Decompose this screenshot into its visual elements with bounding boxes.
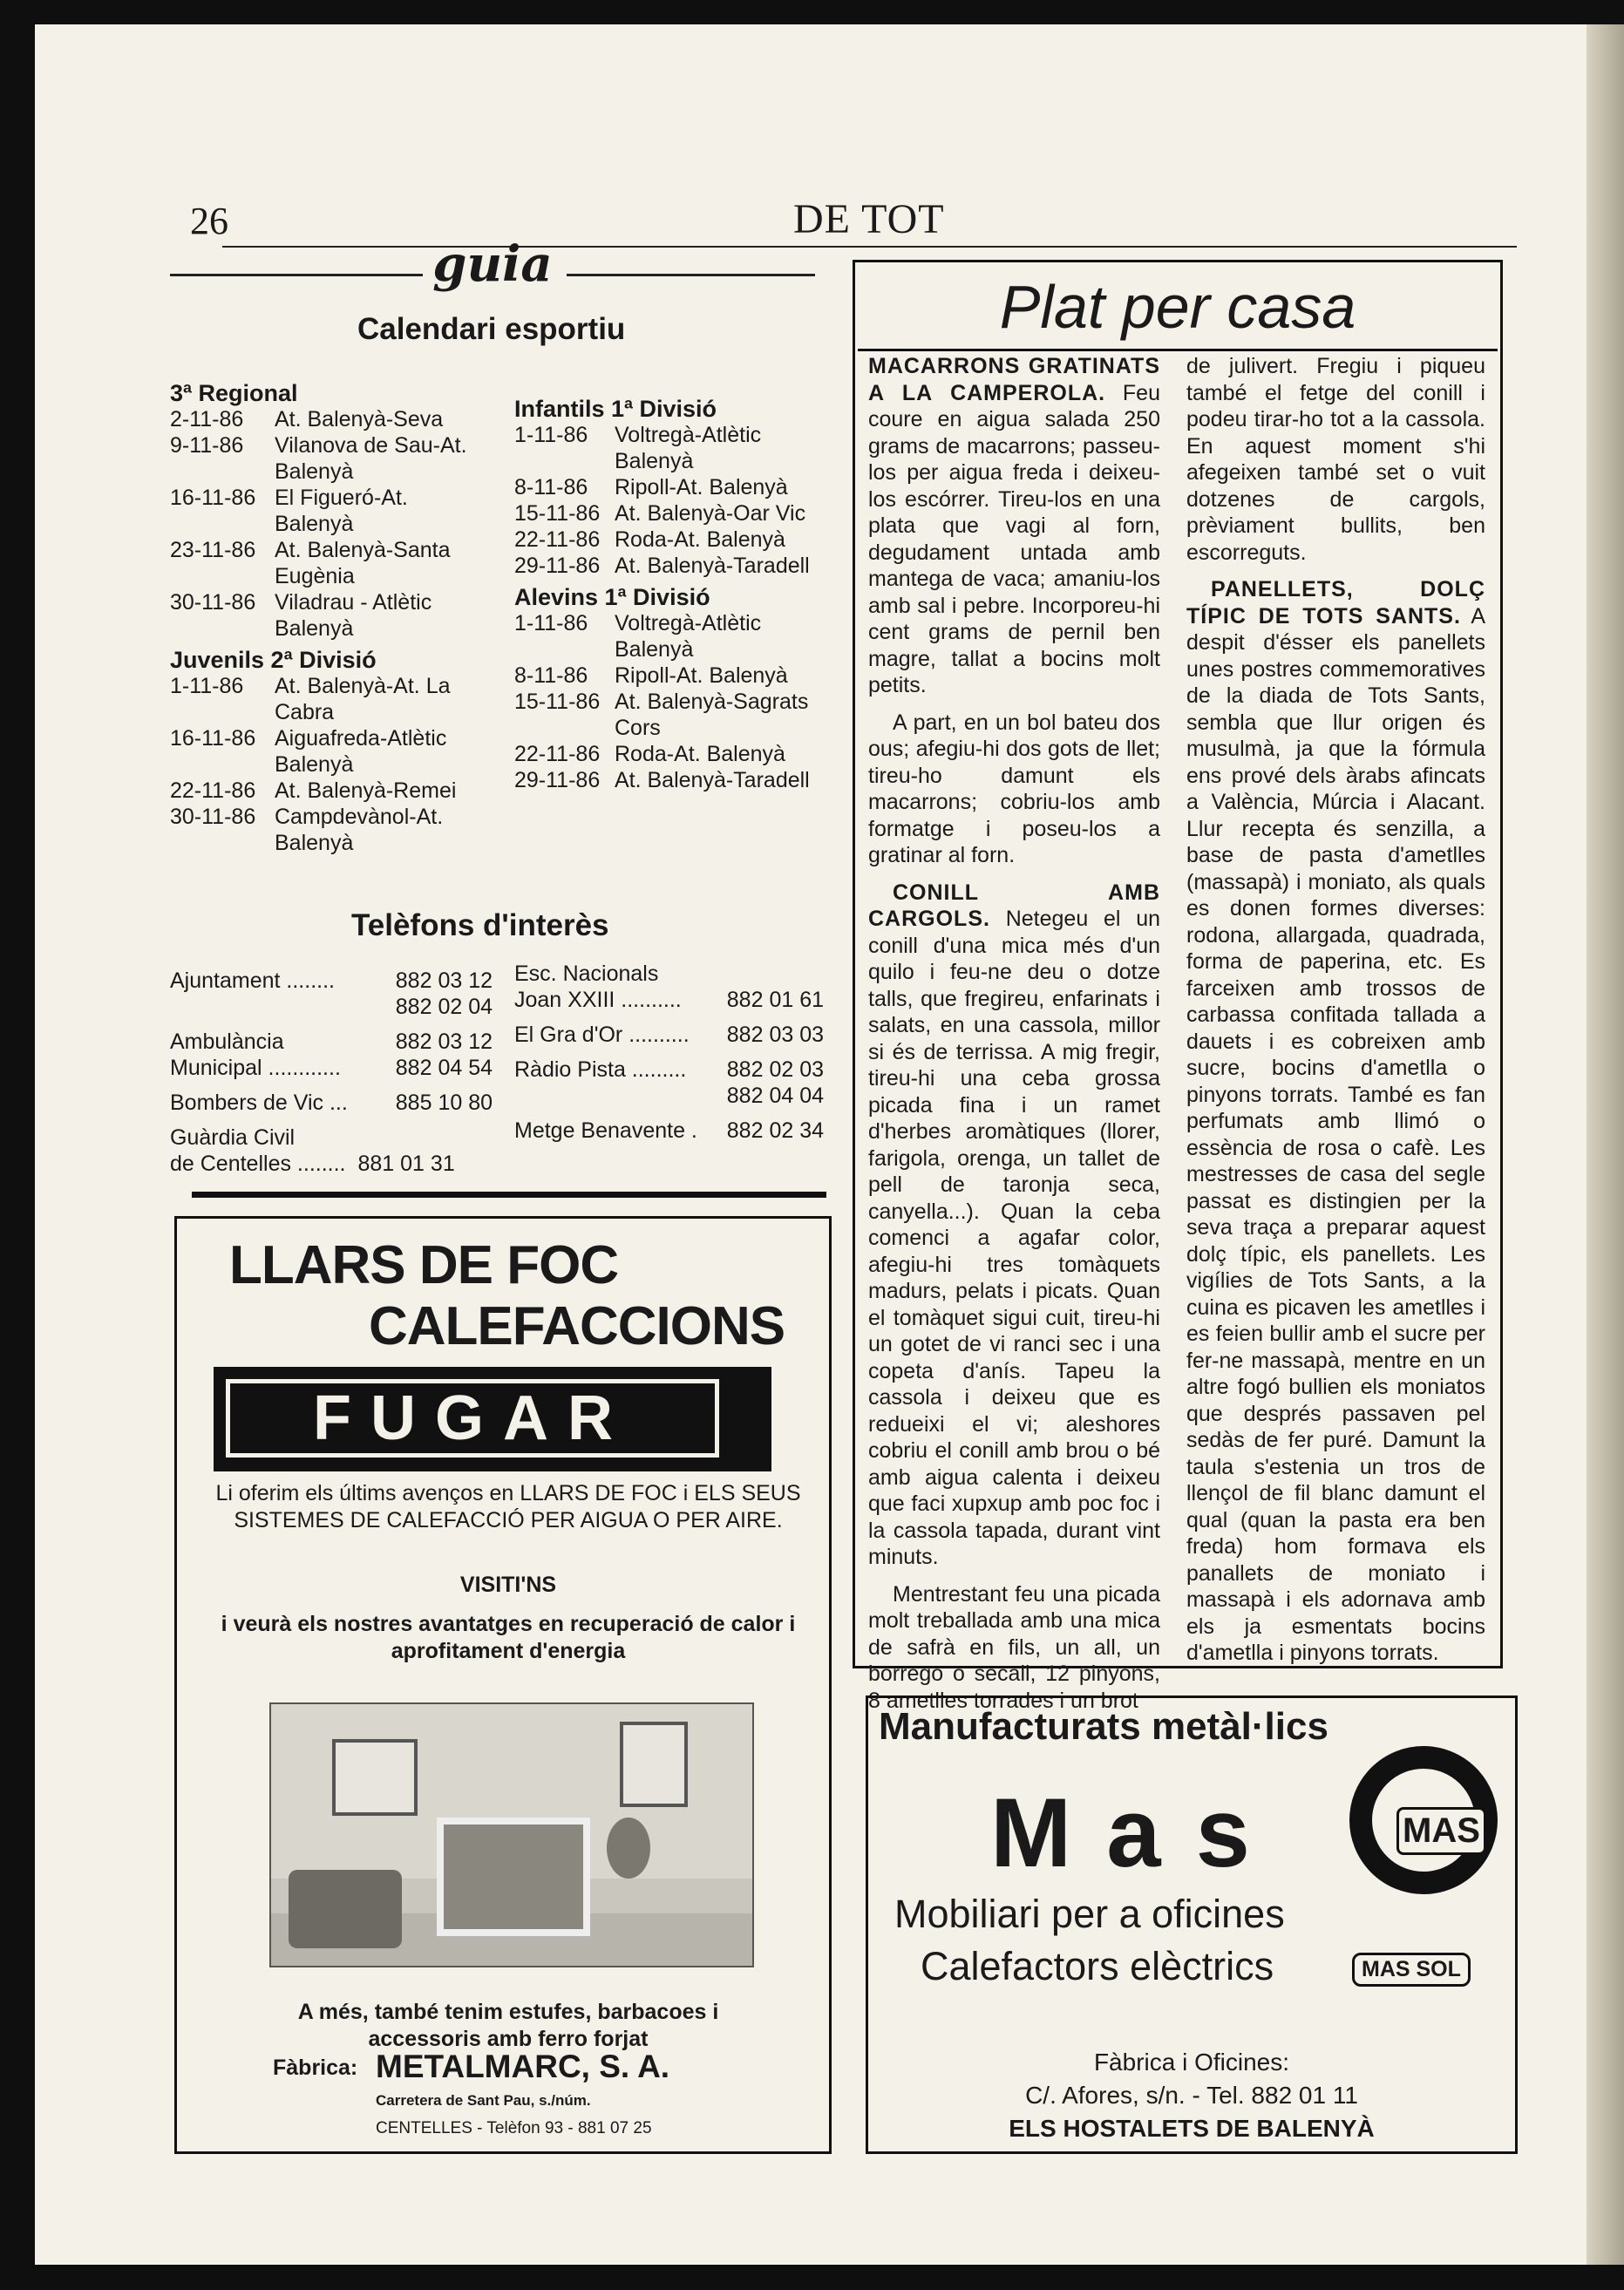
plant <box>607 1818 650 1879</box>
recipe-paragraph <box>1186 576 1485 1667</box>
ad-extra-text: A més, també tenim estufes, barbacoes i accessoris amb ferro forjat <box>297 2000 719 2051</box>
recipe-paragraph <box>868 353 1160 699</box>
guia-title-text: guia <box>432 235 553 293</box>
recipes-column-1 <box>868 353 1160 1714</box>
mas-logo <box>1349 1746 1498 1894</box>
phone-entry <box>514 987 824 1013</box>
recipe-text: Netegeu el un conill d'una mica més d'un quilo i feu-ne deu o dotze talls, que fregireu, enfarinats i salats, en una cassola, millor si és de terrissa. A mig fregir, tireu-hi una ceba grossa picada fina i un ramet d'herbes aromàtiques (llorer, farigola, orenga, un tallet de pell de taronja seca, canyella...). Quan la ceba comenci a agafar color, afegiu-hi tres tomàquets madurs, pelats i picats. Quan el tomàquet sigui cuit, tireu-hi un gotet de vi ranci sec i una copeta d'anís. Tapeu la cassola i deixeu que es redueixi el vi; aleshores cobriu el conill amb brou o bé amb aigua calenta i deixeu que faci xupxup amb poc foc i la cassola tapada, durant vint minuts. <box>868 907 1160 1569</box>
phone-name: Ambulància <box>170 1029 284 1054</box>
fireplace-photo <box>269 1702 754 1967</box>
match-date: 9-11-86 <box>170 433 244 458</box>
match-date: 30-11-86 <box>170 590 256 615</box>
match-date: 1-11-86 <box>514 611 588 635</box>
armchair <box>289 1870 402 1948</box>
phone-number: 882 03 03 <box>726 1023 824 1047</box>
calendar-group <box>170 647 493 856</box>
match-date: 30-11-86 <box>170 805 256 829</box>
phone-name: Esc. Nacionals <box>514 962 659 986</box>
mas-headline: Manufacturats metàl·lics <box>879 1705 1328 1748</box>
mas-line-2: Calefactors elèctrics <box>921 1944 1274 1988</box>
mas-sol-badge: MAS SOL <box>1352 1953 1471 1987</box>
match-teams: At. Balenyà-Seva <box>275 407 444 431</box>
match-teams: At. Balenyà-Santa Eugènia <box>275 538 451 588</box>
phone-entry <box>514 1022 824 1048</box>
recipe-text: Mentrestant feu una picada molt treballada amb una mica de safrà en fils, un all, un borrego o secall, 12 pinyons, 8 ametlles torrades i un brot <box>868 1581 1160 1713</box>
page-number: 26 <box>190 200 228 242</box>
calendar-group <box>514 584 828 793</box>
guia-section-title <box>170 235 815 293</box>
match-row <box>170 589 493 642</box>
match-date: 29-11-86 <box>514 768 601 792</box>
match-row <box>170 432 493 485</box>
match-date: 2-11-86 <box>170 407 244 431</box>
match-teams: At. Balenyà-Taradell <box>615 768 810 792</box>
recipe-text: de julivert. Fregiu i piqueu també el fetge del conill i podeu tirar-ho tot a la cassola. En aquest moment s'hi afegeixen també set o vuit dotzenes de cargols, prèviament bullits, ben escorreguts. <box>1186 354 1485 565</box>
recipe-heading: CONILL AMB CARGOLS. <box>868 880 1160 931</box>
running-header: DE TOT <box>793 196 945 242</box>
group-heading: 3ª Regional <box>170 380 298 406</box>
phones-right-column <box>514 961 824 1144</box>
picture-frame-right <box>620 1722 688 1807</box>
phones-left-column <box>170 968 493 1177</box>
phone-number-2: 882 04 04 <box>726 1084 824 1108</box>
match-teams: At. Balenyà-Oar Vic <box>615 501 806 526</box>
phone-number-2: 882 02 04 <box>395 995 493 1019</box>
phone-name: de Centelles ........ <box>170 1152 346 1176</box>
recipe-heading: PANELLETS, DOLÇ TÍPIC DE TOTS SANTS. <box>1186 577 1485 629</box>
match-teams: At. Balenyà-Taradell <box>615 554 810 578</box>
match-teams: Voltregà-Atlètic Balenyà <box>615 611 762 662</box>
match-date: 16-11-86 <box>170 726 256 751</box>
phone-name: Ajuntament ........ <box>170 968 335 993</box>
phone-name: Ràdio Pista ......... <box>514 1057 687 1082</box>
phone-name: Joan XXIII .......... <box>514 988 682 1012</box>
match-row <box>514 527 828 553</box>
ad-headline-2: CALEFACCIONS <box>369 1296 785 1356</box>
match-row <box>170 725 493 778</box>
recipe-paragraph <box>868 710 1160 869</box>
match-row <box>514 610 828 663</box>
phone-number: 882 02 03 <box>726 1057 824 1082</box>
page-spine-shadow <box>1587 24 1624 2265</box>
fugar-logo <box>214 1367 771 1471</box>
phone-number: 882 02 34 <box>726 1118 824 1143</box>
match-row <box>170 804 493 856</box>
phone-entry <box>170 968 493 994</box>
phone-number: 882 01 61 <box>726 988 824 1012</box>
match-row <box>514 553 828 579</box>
match-teams: Campdevànol-At. Balenyà <box>275 805 444 855</box>
ad-advantages-text: i veurà els nostres avantatges en recuperació de calor i aprofitament d'energia <box>221 1612 796 1663</box>
phones-title: Telèfons d'interès <box>351 908 609 942</box>
match-teams: At. Balenyà-Sagrats Cors <box>615 690 809 740</box>
match-row <box>514 474 828 500</box>
match-row <box>170 485 493 537</box>
match-teams: Voltregà-Atlètic Balenyà <box>615 423 762 473</box>
picture-frame-left <box>332 1739 418 1816</box>
match-row <box>514 500 828 527</box>
mas-brand: Mas <box>990 1778 1285 1887</box>
mas-line-1: Mobiliari per a oficines <box>894 1892 1285 1936</box>
match-date: 23-11-86 <box>170 538 256 562</box>
match-teams: Ripoll-At. Balenyà <box>615 475 788 499</box>
match-teams: Roda-At. Balenyà <box>615 527 785 552</box>
mas-town: ELS HOSTALETS DE BALENYÀ <box>1009 2115 1375 2142</box>
match-date: 8-11-86 <box>514 475 588 499</box>
ad-visit-text: VISITI'NS <box>459 1573 557 1597</box>
match-teams: El Figueró-At. Balenyà <box>275 486 408 536</box>
match-date: 1-11-86 <box>514 423 588 447</box>
recipes-title: Plat per casa <box>858 265 1498 351</box>
match-row <box>514 663 828 689</box>
match-row <box>514 422 828 474</box>
calendar-group <box>170 380 493 642</box>
match-teams: At. Balenyà-Remei <box>275 778 457 803</box>
match-date: 29-11-86 <box>514 554 601 578</box>
phone-number: 882 03 12 <box>395 1029 493 1054</box>
recipes-box <box>853 260 1503 1713</box>
ad-headline-1: LLARS DE FOC <box>229 1235 619 1295</box>
match-row <box>514 741 828 767</box>
factory-label: Fàbrica: <box>273 2056 358 2080</box>
match-teams: At. Balenyà-At. La Cabra <box>275 674 451 724</box>
phone-name: El Gra d'Or .......... <box>514 1023 690 1047</box>
match-date: 22-11-86 <box>514 527 601 552</box>
phone-entry <box>170 1151 493 1177</box>
match-date: 15-11-86 <box>514 690 601 714</box>
phone-entry <box>514 1118 824 1144</box>
match-date: 16-11-86 <box>170 486 256 510</box>
phone-entry <box>170 1090 493 1116</box>
mas-address: C/. Afores, s/n. - Tel. 882 01 11 <box>1025 2082 1358 2109</box>
match-row <box>170 406 493 432</box>
company-name: METALMARC, S. A. <box>376 2049 670 2084</box>
match-row <box>170 673 493 725</box>
phone-entry <box>514 1057 824 1083</box>
phone-name: Bombers de Vic ... <box>170 1091 348 1115</box>
match-row <box>170 778 493 804</box>
match-teams: Aiguafreda-Atlètic Balenyà <box>275 726 447 777</box>
match-teams: Roda-At. Balenyà <box>615 742 785 766</box>
calendar-group <box>514 396 828 579</box>
company-city-phone: CENTELLES - Telèfon 93 - 881 07 25 <box>376 2119 652 2137</box>
match-date: 22-11-86 <box>514 742 601 766</box>
recipes-column-2 <box>1186 353 1485 1667</box>
phone-number: 882 03 12 <box>395 968 493 993</box>
group-heading: Juvenils 2ª Divisió <box>170 647 377 673</box>
recipe-paragraph <box>1186 353 1485 566</box>
match-row <box>514 689 828 741</box>
fugar-logo-text: FUGAR <box>226 1379 719 1458</box>
phone-name: Metge Benavente . <box>514 1118 697 1143</box>
recipe-heading: MACARRONS GRATINATS A LA CAMPEROLA. <box>868 354 1160 405</box>
recipe-text: A part, en un bol bateu dos ous; afegiu-hi dos gots de llet; tireu-ho damunt els macarrons; cobriu-los amb formatge i poseu-los a gratinar al forn. <box>868 710 1160 867</box>
match-date: 1-11-86 <box>170 674 244 698</box>
fugar-advertisement <box>174 1216 832 2154</box>
match-teams: Viladrau - Atlètic Balenyà <box>275 590 432 641</box>
phone-name: Municipal ............ <box>170 1056 341 1080</box>
recipe-text: A despit d'ésser els panellets unes postres commemoratives de la diada de Tots Sants, sembla que llur origen és musulmà, ja que la fórmula ens prové dels àrabs afincats a València, Múrcia i Alacant. Llur recepta és senzilla, a base de pasta d'ametlles (massapà) i moniato, als quals es donen formes diverses: rodona, allargada, quadrada, forma de paperina, etc. Es farceixen amb trossos de carbassa confitada tallada a dauets i es cobreixen amb sucre, bocins d'ametlla o pinyons torrats. També es fan perfumats amb llimó o essència de rosa o cafè. Les mestresses de casa del segle passat es distingien per la seva traça a preparar aquest dolç típic, els panellets. Les vigílies de Tots Sants, a la cuina es picaven les ametlles i es feien bullir amb el sucre per fer-ne massapà, mentre en un altre fogó bullien els moniatos que després passaven pel sedàs de fer puré. Damunt la taula s'estenia un tros de llençol de fil blanc damunt el qual (quan la pasta era ben freda) hom formava els panallets de moniato i massapà i els adornava amb els ja esmentats bocins d'ametlla i pinyons torrats. <box>1186 603 1485 1665</box>
mas-factory: Fàbrica i Oficines: <box>1093 2049 1290 2076</box>
phone-entry <box>170 1055 493 1081</box>
phone-entry <box>170 1029 493 1055</box>
phone-name: Guàrdia Civil <box>170 1125 296 1150</box>
calendar-left-column <box>170 375 493 856</box>
fireplace <box>437 1818 590 1936</box>
match-row <box>170 537 493 589</box>
match-teams: Ripoll-At. Balenyà <box>615 663 788 688</box>
match-date: 22-11-86 <box>170 778 256 803</box>
match-row <box>514 767 828 793</box>
mas-advertisement <box>866 1695 1518 2154</box>
match-date: 15-11-86 <box>514 501 601 526</box>
phone-number: 882 04 54 <box>395 1056 493 1080</box>
group-heading: Infantils 1ª Divisió <box>514 396 717 422</box>
match-teams: Vilanova de Sau-At. Balenyà <box>275 433 467 484</box>
company-address: Carretera de Sant Pau, s./núm. <box>376 2092 591 2109</box>
recipe-paragraph <box>868 1581 1160 1715</box>
recipe-text: Feu coure en aigua salada 250 grams de macarrons; passeu-los per aigua freda i deixeu-los escórrer. Tireu-los en una plata que vagi al forn, degudament untada amb mantega de vaca; amaniu-los amb sal i pebre. Incorporeu-hi cent grams de pernil ben magre, tallat a bocins molt petits. <box>868 380 1160 697</box>
calendar-title: Calendari esportiu <box>357 312 626 346</box>
ad-offer-text: Li oferim els últims avenços en LLARS DE FOC i ELS SEUS SISTEMES DE CALEFACCIÓ PER AIGUA O PER AIRE. <box>215 1481 801 1532</box>
match-date: 8-11-86 <box>514 663 588 688</box>
phone-number: 881 01 31 <box>357 1152 455 1176</box>
section-divider <box>192 1192 826 1198</box>
mas-logo-text: MAS <box>1396 1807 1486 1855</box>
recipe-paragraph <box>868 880 1160 1571</box>
phone-number: 885 10 80 <box>395 1091 493 1115</box>
group-heading: Alevins 1ª Divisió <box>514 584 710 610</box>
calendar-right-column <box>514 391 828 793</box>
